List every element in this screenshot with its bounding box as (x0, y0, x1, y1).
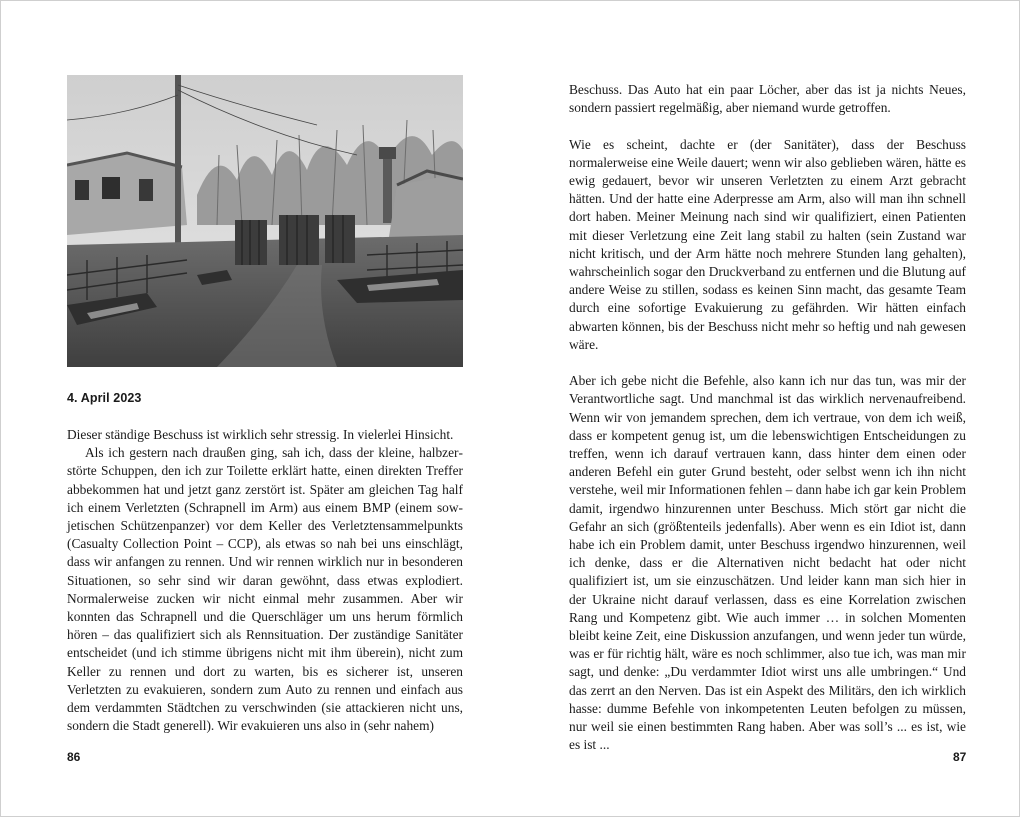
paragraph: Dieser ständige Beschuss ist wirklich sehr stressig. In vielerlei Hinsicht. (67, 427, 454, 442)
right-page (510, 1, 1019, 816)
page-number-right: 87 (953, 750, 967, 764)
date-heading: 4. April 2023 (67, 391, 142, 405)
war-damage-photo (67, 75, 463, 367)
paragraph: Beschuss. Das Auto hat ein paar Löcher, aber das ist ja nichts Neues, sondern passiert regelmäßig, aber niemand wurde getroffen. (569, 82, 966, 116)
page-number-left: 86 (67, 750, 81, 764)
left-body-text (67, 426, 463, 735)
paragraph: Wie es scheint, dachte er (der Sanitäter), dass der Beschuss normalerweise eine Weile dauert; wenn wir also geblieben wären, hätte es ewig gedauert, bevor wir unseren Verletzten zu einem Arzt gebracht hätten. Und der hatte eine Aderpresse am Arm, also will man ihn schnell dort haben. Meiner Meinung nach sind wir qualifiziert, einen Patienten mit dieser Verletzung eine Zeit lang stabil zu halten (sein Zustand war nicht kritisch, und der Arm hätte noch mehrere Stunden lang gehalten), wahrscheinlich sogar den Druckverband zu entfernen und die Blutung auf andere Weise zu stillen, sodass es keinen Sinn macht, das gesamte Team durch eine sofortige Evakuierung zu gefährden. Wir hätten einfach abwarten können, bis der Beschuss nicht mehr so heftig und nah gewesen wäre. (569, 136, 966, 352)
left-page (1, 1, 510, 816)
paragraph: Als ich gestern nach draußen ging, sah ich, dass der kleine, halbzerstörte Schuppen, den ich zur Toilette erklärt hatte, einen direkten Treffer abbekommen hat und jetzt ganz zerstört ist. Später am gleichen Tag half ich einem Verletzten (Schrapnell im Arm) aus einem BMP (einem sowjetischen Schützenpanzer) vor dem Keller des Verletztensammelpunkts (Casualty Collection Point – CCP), als etwas so nah bei uns einschlägt, dass wir anfangen zu rennen. Und wir rennen wirklich nur in besonderen Situationen, so sehr sind wir daran gewöhnt, dass etwas explodiert. Normalerweise zucken wir nicht einmal mehr zusammen. Aber wir konnten das Schrapnell und die Querschläger um uns herum förmlich hören – das qualifiziert sich als Rennsituation. Der zuständige Sanitäter entscheidet (und ich stimme übrigens nicht mit ihm überein), nicht zum Keller zu rennen und dort zu warten, bis es sicherer ist, unseren Verletzten zu evakuieren, sondern zum Auto zu rennen und einfach aus dem verdammten Städtchen zu verschwinden (sie attackieren nicht uns, sondern die Stadt generell). Wir evakuieren uns also in (sehr nahem) (67, 445, 463, 734)
paragraph: Aber ich gebe nicht die Befehle, also kann ich nur das tun, was mir der Verantwortliche sagt. Und manchmal ist das wirklich nervenaufreibend. Wenn wir von jemandem sprechen, dem ich vertraue, von dem ich weiß, dass er kompetent genug ist, um die lebenswichtigen Entscheidungen zu treffen, wenn ich darauf vertrauen kann, dass hinter dem einen oder anderen Befehl ein guter Grund besteht, oder selbst wenn ich ihn nicht verstehe, weil mir Informationen fehlen – dann habe ich gar kein Problem damit, irgendwo hinzurennen unter Beschuss. Mich stört gar nicht die Gefahr an sich (größtenteils jedenfalls). Aber wenn es ein Idiot ist, dann habe ich ein Problem damit, unter Beschuss irgendwo hinzurennen, weil ich denke, dass er die Alternativen nicht bedacht hat oder nicht qualifiziert ist, um sie einzuschätzen. Und leider kann man sich hier in der Ukraine nicht darauf verlassen, dass es eine Korrelation zwischen Rang und Kompetenz gibt. Wie auch immer … in solchen Momenten bleibt keine Zeit, eine Diskussion anzufangen, und wenn jeder tun würde, was er für richtig hält, wäre es noch schlimmer, also tue ich, was man mir sagt, und denke: „Du verdammter Idiot wirst uns alle umbringen.“ Und das zerrt an den Nerven. Das ist ein Aspekt des Militärs, den ich wirklich hasse: dumme Befehle von inkompetenten Leuten befolgen zu müssen, nur weil sie einen bestimmten Rang haben. Aber was soll’s ... es ist, wie es ist ... (569, 373, 966, 753)
right-body-text (569, 81, 966, 754)
